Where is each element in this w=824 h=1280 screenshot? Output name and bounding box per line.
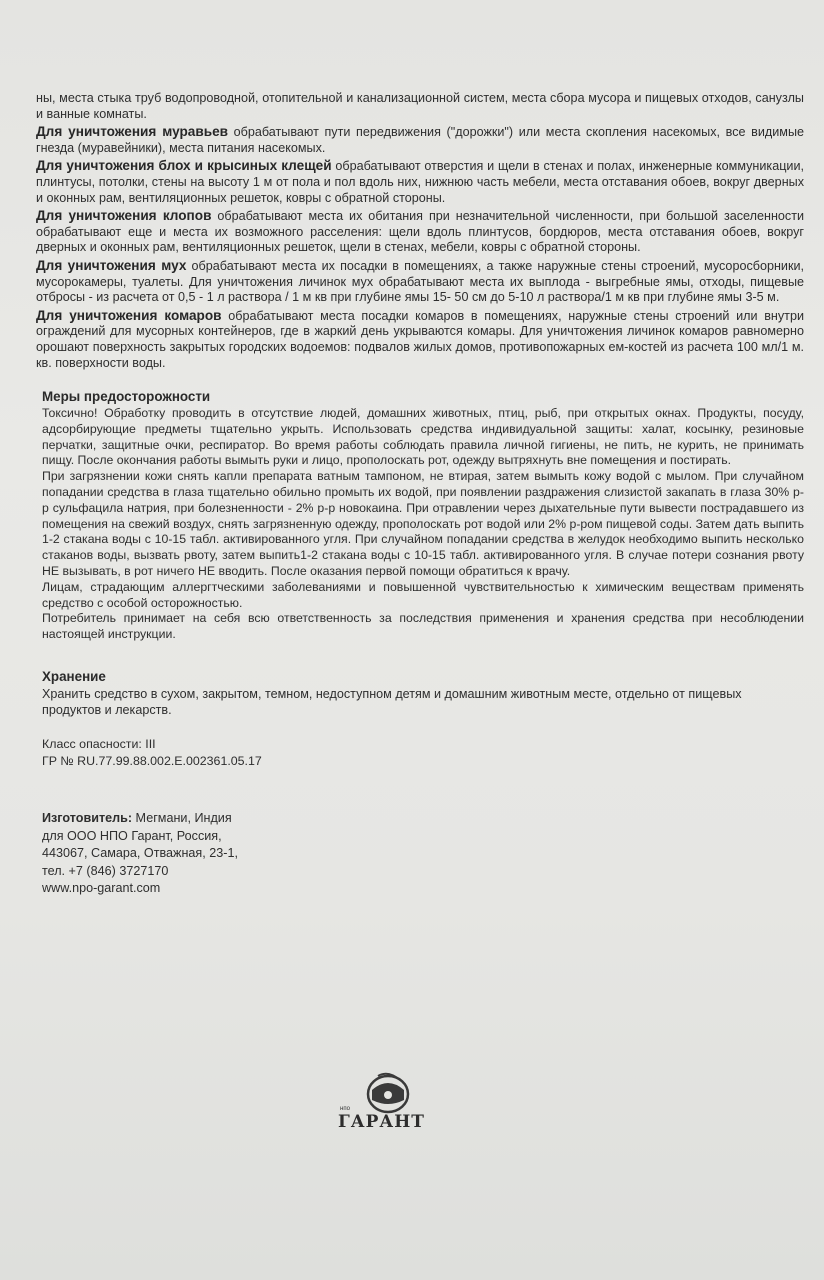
manufacturer-for: для ООО НПО Гарант, Россия, [42, 828, 222, 843]
registration-info [42, 736, 804, 770]
document-content [36, 90, 804, 898]
usage-bedbugs: Для уничтожения клопов обрабатывают места их обитания при незначительной численности, при большой заселенности обрабатывают еще и места их возможного расселения: щели вдоль плинтусов, бордюров, места отставания обоев, вокруг дверных и оконных рам, вентиляционных решеток, щели в стенах, мебели, ковры с обратной стороны. [36, 208, 804, 255]
usage-heading: Для уничтожения комаров [36, 307, 222, 323]
usage-flies: Для уничтожения мух обрабатывают места их посадки в помещениях, а также наружные стены строений, мусоросборники, мусорокамеры, туалеты. Для уничтожения личинок мух обрабатывают места их выплода - выгребные ямы, отходы, пищевые отбросы - из расчета от 0,5 - 1 л раствора / 1 м кв при глубине ямы 15- 50 см до 5-10 л раствора/1 м кв при глубине ямы 3-5 м. [36, 257, 804, 305]
precautions-paragraph: Токсично! Обработку проводить в отсутствие людей, домашних животных, птиц, рыб, при открытых окнах. Продукты, посуду, адсорбирующие предметы тщательно укрыть. Использовать средства индивидуальной защиты: халат, косынку, резиновые перчатки, защитные очки, респиратор. Во время работы соблюдать правила личной гигиены, не пить, не курить, не принимать пищу. После окончания работы вымыть руки и лицо, прополоскать рот, одежду вытряхнуть вне помещения и постирать. [42, 406, 804, 468]
usage-ants: Для уничтожения муравьев обрабатывают пути передвижения ("дорожки") или места скопления насекомых, все видимые гнезда (муравейники), места питания насекомых. [36, 124, 804, 155]
manufacturer-name: Мегмани, Индия [132, 811, 232, 826]
precautions-paragraph: При загрязнении кожи снять капли препарата ватным тампоном, не втирая, затем вымыть кожу водой с мылом. При случайном попадании средства в глаза тщательно обильно промыть их водой, при появлении раздражения слизистой закапать в глаза 30% р-р сульфацила натрия, при болезненности - 2% р-р новокаина. При отравлении через дыхательные пути вывести пострадавшего из помещения на свежий воздух, снять загрязненную одежду, прополоскать рот водой или 2% р-ром пищевой соды. Затем дать выпить 1-2 стакана воды с 10-15 табл. активированного угля. При случайном попадании средства в желудок необходимо выпить несколько стаканов воды, вызвать рвоту, затем выпить1-2 стакана воды с 10-15 табл. активированного угля. В случае потери сознания рвоту НЕ вызывать, в рот ничего НЕ вводить. После оказания первой помощи обратиться к врачу. [42, 469, 804, 579]
hazard-class: Класс опасности: III [42, 737, 156, 752]
usage-paragraph: ны, места стыка труб водопроводной, отопительной и канализационной систем, места сбора мусора и пищевых отходов, санузлы и ванные комнаты. [36, 91, 804, 121]
precautions-paragraph: Потребитель принимает на себя всю ответственность за последствия применения и хранения средства при несоблюдении настоящей инструкции. [42, 611, 804, 642]
usage-mosquitoes: Для уничтожения комаров обрабатывают места посадки комаров в помещениях, наружные стены строений или внутри ограждений для мусорных контейнеров, где в жаркий день укрываются комары. Для уничтожения личинок комаров равномерно орошают поверхность закрытых городских водоемов: подвалов жилых домов, противопожарных ем-костей из расчета 100 мл/1 м. кв. поверхности воды. [36, 307, 804, 370]
usage-heading: Для уничтожения блох и крысиных клещей [36, 158, 332, 174]
manufacturer-phone: тел. +7 (846) 3727170 [42, 863, 169, 878]
logo-name: ГАРАНТ [338, 1112, 425, 1132]
manufacturer-address: 443067, Самара, Отважная, 23-1, [42, 846, 238, 861]
usage-heading: Для уничтожения мух [36, 257, 187, 273]
usage-section [36, 90, 804, 371]
manufacturer-line [42, 810, 342, 828]
registration-number: ГР № RU.77.99.88.002.E.002361.05.17 [42, 754, 262, 769]
precautions-title: Меры предосторожности [42, 389, 211, 405]
manufacturer-label: Изготовитель: [42, 811, 133, 826]
usage-heading: Для уничтожения клопов [36, 208, 212, 224]
storage-text: Хранить средство в сухом, закрытом, темном, недоступном детям и домашним животным месте, отдельно от пищевых продуктов и лекарств. [42, 687, 742, 718]
logo-small-text: нпо [340, 1106, 350, 1112]
manufacturer-info [42, 810, 342, 898]
usage-fleas: Для уничтожения блох и крысиных клещей обрабатывают отверстия и щели в стенах и полах, инженерные коммуникации, плинтусы, потолки, стены на высоту 1 м от пола и пол вдоль них, нижнюю часть мебели, места отставания обоев, вокруг дверных и оконных рам, вентиляционных решеток, ковры с обратной стороны. [36, 158, 804, 205]
storage-title: Хранение [42, 669, 106, 685]
precautions-section [36, 389, 804, 643]
precautions-paragraph: Лицам, страдающим аллергтческими заболеваниями и повышенной чувствительностью к химическим веществам применять средство с особой осторожностью. [42, 579, 804, 610]
manufacturer-website: www.npo-garant.com [42, 881, 161, 896]
storage-section [36, 669, 804, 718]
usage-heading: Для уничтожения муравьев [36, 124, 228, 140]
